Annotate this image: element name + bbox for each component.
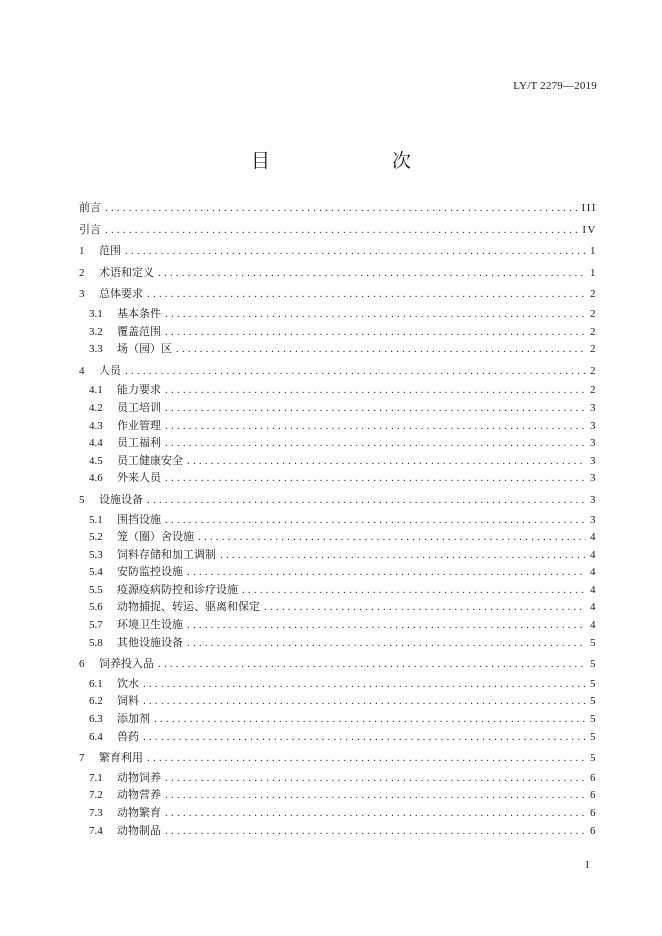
dot-leader xyxy=(165,402,586,414)
toc-entry-label xyxy=(89,598,260,614)
toc-entry-label xyxy=(79,199,101,215)
toc-entry[interactable] xyxy=(79,264,597,282)
toc-entry-number: 7.2 xyxy=(89,789,103,802)
toc-entry-page: 2 xyxy=(590,384,597,397)
dot-leader xyxy=(165,326,586,338)
toc-entry-page: 2 xyxy=(590,288,597,301)
toc-entry-label xyxy=(89,340,172,356)
toc-entry-label xyxy=(79,655,154,671)
toc-entry-label xyxy=(89,786,161,802)
toc-entry-title: 引言 xyxy=(79,222,101,236)
toc-entry-label xyxy=(89,399,161,415)
toc-entry-page: 5 xyxy=(590,730,597,743)
toc-entry-label xyxy=(79,264,154,280)
toc-entry[interactable] xyxy=(79,616,597,634)
dot-leader xyxy=(165,514,586,526)
toc-entry-number: 6.1 xyxy=(89,677,103,690)
toc-entry-label xyxy=(89,692,139,708)
dot-leader xyxy=(165,825,586,837)
toc-entry-page: 2 xyxy=(590,307,597,320)
toc-entry[interactable] xyxy=(79,340,597,358)
toc-entry-page: 6 xyxy=(590,789,597,802)
toc-entry-label xyxy=(79,491,143,507)
dot-leader xyxy=(165,472,586,484)
toc-entry-title: 员工福利 xyxy=(117,436,161,450)
toc-entry-title: 动物捕捉、转运、驱离和保定 xyxy=(117,600,260,614)
toc-entry-title: 动物营养 xyxy=(117,788,161,802)
dot-leader xyxy=(264,601,586,613)
toc-entry-page: 6 xyxy=(590,771,597,784)
toc-entry-page: 5 xyxy=(590,677,597,690)
toc-entry-number: 6.3 xyxy=(89,713,103,726)
toc-entry-title: 设施设备 xyxy=(99,492,143,506)
toc-entry[interactable] xyxy=(79,710,597,728)
dot-leader xyxy=(125,245,586,257)
toc-entry[interactable] xyxy=(79,323,597,341)
toc-entry-title: 环境卫生设施 xyxy=(117,618,183,632)
toc-entry[interactable] xyxy=(79,598,597,616)
toc-entry[interactable] xyxy=(79,728,597,746)
toc-entry-page: III xyxy=(581,202,597,214)
toc-entry-number: 4.1 xyxy=(89,384,103,397)
toc-entry-number: 4.2 xyxy=(89,401,103,414)
toc-entry-label xyxy=(89,452,183,468)
toc-entry-label xyxy=(89,728,139,744)
toc-entry-label xyxy=(79,285,143,301)
toc-entry-title: 疫源疫病防控和诊疗设施 xyxy=(117,582,238,596)
toc-entry-title: 笼（圈）舍设施 xyxy=(117,530,194,544)
toc-entry-page: 5 xyxy=(590,658,597,671)
page-number: I xyxy=(585,860,589,871)
toc-entry-number: 5.3 xyxy=(89,548,103,561)
dot-leader xyxy=(187,637,586,649)
toc-entry-number: 4.4 xyxy=(89,437,103,450)
toc-entry[interactable] xyxy=(79,634,597,652)
dot-leader xyxy=(143,678,586,690)
toc-entry-title: 添加剂 xyxy=(117,712,150,726)
toc-entry-number: 6 xyxy=(79,658,85,671)
toc-entry[interactable] xyxy=(79,511,597,529)
toc-entry-label xyxy=(89,305,161,321)
toc-entry-number: 6.2 xyxy=(89,695,103,708)
dot-leader xyxy=(165,772,586,784)
toc-entry-label xyxy=(89,563,183,579)
toc-entry-title: 总体要求 xyxy=(99,287,143,301)
dot-leader xyxy=(143,695,586,707)
toc-entry-number: 3 xyxy=(79,288,85,301)
dot-leader xyxy=(143,731,586,743)
toc-entry-number: 4 xyxy=(79,364,85,377)
toc-entry-number: 7 xyxy=(79,752,85,765)
dot-leader xyxy=(176,343,586,355)
toc-entry-number: 5 xyxy=(79,493,85,506)
toc-entry-page: 4 xyxy=(590,566,597,579)
toc-entry-page: 5 xyxy=(590,636,597,649)
dot-leader xyxy=(187,566,586,578)
toc-entry-page: 3 xyxy=(590,513,597,526)
toc-entry-title: 员工健康安全 xyxy=(117,453,183,467)
toc-entry-title: 饮水 xyxy=(117,676,139,690)
toc-entry-label xyxy=(89,511,161,527)
toc-entry-number: 5.7 xyxy=(89,619,103,632)
toc-entry-label xyxy=(89,469,161,485)
toc-entry-page: 4 xyxy=(590,619,597,632)
toc-entry-page: 3 xyxy=(590,472,597,485)
dot-leader xyxy=(147,494,586,506)
table-of-contents xyxy=(79,199,597,839)
toc-entry-label xyxy=(89,634,183,650)
toc-entry[interactable] xyxy=(79,362,597,380)
toc-entry-title: 繁育利用 xyxy=(99,751,143,765)
toc-entry-title: 饲料 xyxy=(117,694,139,708)
toc-entry-page: 3 xyxy=(590,437,597,450)
toc-entry-label xyxy=(89,323,161,339)
toc-entry-page: 1 xyxy=(590,245,597,258)
dot-leader xyxy=(187,619,586,631)
dot-leader xyxy=(165,807,586,819)
toc-entry-title: 外来人员 xyxy=(117,471,161,485)
dot-leader xyxy=(154,713,586,725)
toc-entry[interactable] xyxy=(79,242,597,260)
dot-leader xyxy=(165,789,586,801)
toc-entry-page: IV xyxy=(582,223,597,236)
toc-entry[interactable] xyxy=(79,221,597,239)
dot-leader xyxy=(158,658,586,670)
toc-entry-number: 4.3 xyxy=(89,419,103,432)
toc-entry-title: 覆盖范围 xyxy=(117,324,161,338)
dot-leader xyxy=(187,455,586,467)
toc-entry[interactable] xyxy=(79,417,597,435)
toc-entry-page: 2 xyxy=(590,325,597,338)
toc-entry-number: 2 xyxy=(79,266,85,279)
toc-entry-title: 兽药 xyxy=(117,729,139,743)
toc-entry[interactable] xyxy=(79,675,597,693)
toc-entry-label xyxy=(79,749,143,765)
toc-entry-number: 7.3 xyxy=(89,807,103,819)
toc-entry-title: 围挡设施 xyxy=(117,512,161,526)
toc-entry-page: 5 xyxy=(590,713,597,726)
toc-entry-number: 5.5 xyxy=(89,583,103,596)
toc-entry-title: 饲料存储和加工调制 xyxy=(117,547,216,561)
toc-entry-title: 安防监控设施 xyxy=(117,565,183,579)
toc-entry-page: 3 xyxy=(590,454,597,467)
toc-entry[interactable] xyxy=(79,563,597,581)
toc-entry[interactable] xyxy=(79,305,597,323)
toc-entry-label xyxy=(89,581,238,597)
toc-entry-number: 3.1 xyxy=(89,307,103,320)
toc-entry-page: 4 xyxy=(590,583,597,596)
toc-entry-number: 3.2 xyxy=(89,325,103,338)
dot-leader xyxy=(242,584,586,596)
toc-entry-label xyxy=(79,362,121,378)
toc-entry[interactable] xyxy=(79,822,597,840)
toc-entry-label xyxy=(89,434,161,450)
toc-entry-page: 5 xyxy=(590,752,597,765)
dot-leader xyxy=(147,752,586,764)
toc-entry[interactable] xyxy=(79,285,597,303)
toc-entry-title: 基本条件 xyxy=(117,306,161,320)
dot-leader xyxy=(165,384,586,396)
toc-entry[interactable] xyxy=(79,199,597,217)
toc-entry-label xyxy=(89,804,161,820)
dot-leader xyxy=(105,224,578,236)
toc-entry[interactable] xyxy=(79,546,597,564)
toc-entry[interactable] xyxy=(79,692,597,710)
page-title: 目 次 xyxy=(250,150,439,172)
toc-entry-number: 6.4 xyxy=(89,730,103,743)
toc-entry-page: 4 xyxy=(590,548,597,561)
toc-entry[interactable] xyxy=(79,491,597,509)
toc-entry-page: 6 xyxy=(590,807,597,819)
toc-entry-page: 4 xyxy=(590,531,597,544)
dot-leader xyxy=(147,288,586,300)
toc-entry-label xyxy=(89,769,161,785)
toc-entry-page: 2 xyxy=(590,343,597,356)
dot-leader xyxy=(105,202,578,214)
toc-entry-number: 5.2 xyxy=(89,531,103,544)
toc-entry[interactable] xyxy=(79,786,597,804)
toc-entry-title: 人员 xyxy=(99,363,121,377)
toc-entry-label xyxy=(89,675,139,691)
toc-entry-page: 4 xyxy=(590,601,597,614)
toc-entry-label xyxy=(89,546,216,562)
toc-entry-page: 2 xyxy=(590,364,597,377)
toc-entry[interactable] xyxy=(79,381,597,399)
toc-entry[interactable] xyxy=(79,749,597,767)
toc-entry-title: 作业管理 xyxy=(117,418,161,432)
dot-leader xyxy=(198,531,586,543)
toc-entry-title: 范围 xyxy=(99,244,121,258)
toc-entry-number: 3.3 xyxy=(89,343,103,356)
toc-entry-label xyxy=(89,616,183,632)
toc-entry[interactable] xyxy=(79,804,597,822)
toc-entry-page: 3 xyxy=(590,493,597,506)
toc-entry-label xyxy=(79,221,101,237)
toc-entry-label xyxy=(89,822,161,838)
dot-leader xyxy=(165,420,586,432)
toc-entry-title: 动物饲养 xyxy=(117,770,161,784)
dot-leader xyxy=(220,549,586,561)
toc-entry[interactable] xyxy=(79,434,597,452)
toc-entry-number: 5.6 xyxy=(89,601,103,614)
toc-entry-label xyxy=(79,242,121,258)
toc-entry[interactable] xyxy=(79,655,597,673)
toc-entry-title: 员工培训 xyxy=(117,400,161,414)
toc-entry[interactable] xyxy=(79,769,597,787)
toc-entry-page: 5 xyxy=(590,695,597,708)
toc-entry-title: 动物繁育 xyxy=(117,806,161,819)
toc-entry-page: 3 xyxy=(590,419,597,432)
toc-entry-number: 5.1 xyxy=(89,513,103,526)
toc-entry-label xyxy=(89,710,150,726)
toc-entry-title: 场（园）区 xyxy=(117,342,172,356)
toc-entry-title: 动物制品 xyxy=(117,823,161,837)
toc-entry-page: 6 xyxy=(590,824,597,837)
toc-entry[interactable] xyxy=(79,399,597,417)
toc-entry-label xyxy=(89,381,161,397)
toc-entry-number: 7.1 xyxy=(89,771,103,784)
toc-entry-page: 3 xyxy=(590,401,597,414)
toc-entry-title: 前言 xyxy=(79,201,101,214)
toc-entry[interactable] xyxy=(79,528,597,546)
toc-entry-title: 术语和定义 xyxy=(99,265,154,279)
toc-entry[interactable] xyxy=(79,581,597,599)
dot-leader xyxy=(165,437,586,449)
dot-leader xyxy=(158,267,586,279)
toc-entry[interactable] xyxy=(79,469,597,487)
dot-leader xyxy=(165,308,586,320)
toc-entry-number: 4.6 xyxy=(89,472,103,485)
toc-entry-page: 1 xyxy=(590,266,597,279)
toc-entry-title: 饲养投入品 xyxy=(99,657,154,671)
toc-entry-number: 4.5 xyxy=(89,454,103,467)
standard-code: LY/T 2279—2019 xyxy=(513,80,597,92)
dot-leader xyxy=(125,365,586,377)
toc-entry-number: 7.4 xyxy=(89,824,103,837)
toc-entry-title: 其他设施设备 xyxy=(117,635,183,649)
toc-entry-number: 5.8 xyxy=(89,636,103,649)
toc-entry-title: 能力要求 xyxy=(117,383,161,397)
toc-entry[interactable] xyxy=(79,452,597,470)
toc-entry-number: 5.4 xyxy=(89,566,103,579)
toc-entry-label xyxy=(89,417,161,433)
toc-entry-number: 1 xyxy=(79,245,85,258)
toc-entry-label xyxy=(89,528,194,544)
